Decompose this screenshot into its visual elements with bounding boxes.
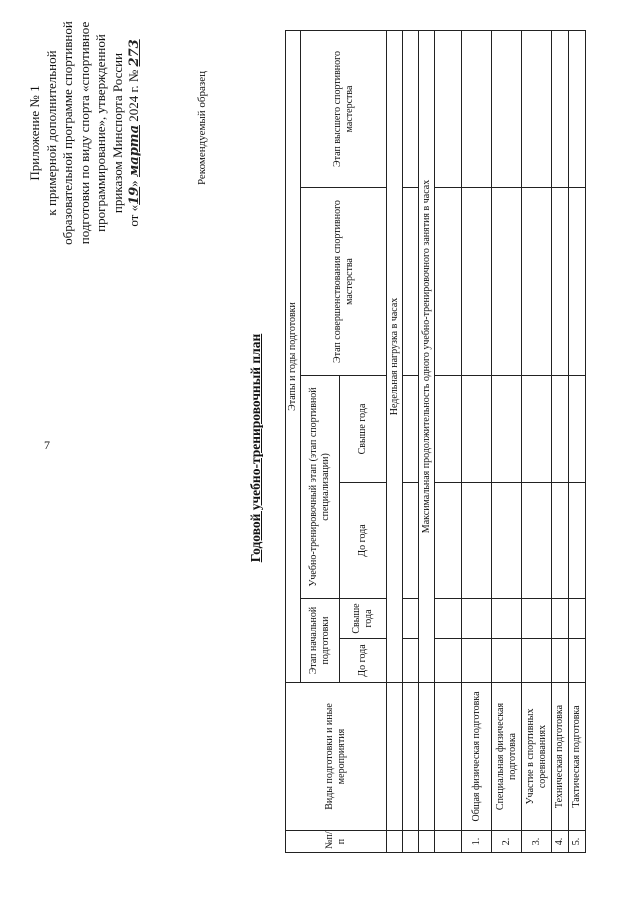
stage-initial-header: Этап начальной подготовки bbox=[301, 599, 340, 683]
data-cell bbox=[462, 639, 492, 683]
data-cell bbox=[522, 376, 552, 483]
blank-cell bbox=[419, 683, 435, 831]
handwritten-day: 19 bbox=[127, 186, 142, 205]
data-cell bbox=[569, 599, 586, 639]
blank-cell bbox=[387, 683, 403, 831]
date-prefix: от « bbox=[126, 204, 141, 227]
blank-cell bbox=[403, 188, 419, 376]
row-label: Тактическая подготовка bbox=[569, 683, 586, 831]
appendix-title: Приложение № 1 bbox=[27, 85, 42, 181]
row-label: Техническая подготовка bbox=[552, 683, 569, 831]
data-cell bbox=[552, 639, 569, 683]
data-cell bbox=[569, 376, 586, 483]
row-label: Участие в спортивных соревнованиях bbox=[522, 683, 552, 831]
blank-cell bbox=[419, 831, 435, 853]
approval-line: программирование», утвержденной bbox=[93, 34, 108, 232]
data-cell bbox=[552, 376, 569, 483]
approval-line: подготовки по виду спорта «спортивное bbox=[76, 21, 92, 245]
data-cell bbox=[462, 376, 492, 483]
blank-cell bbox=[435, 30, 462, 187]
data-cell bbox=[492, 188, 522, 376]
data-cell bbox=[552, 30, 569, 187]
blank-cell bbox=[435, 376, 462, 483]
weekly-load-header: Недельная нагрузка в часах bbox=[387, 30, 403, 682]
stage-training-header: Учебно-тренировочный этап (этап спортивной специализации) bbox=[301, 376, 340, 599]
date-mid: » bbox=[126, 177, 141, 187]
initial-over-year: Свыше года bbox=[340, 599, 387, 639]
row-label: Специальная физическая подготовка bbox=[492, 683, 522, 831]
max-duration-header: Максимальная продолжительность одного учебно-тренировочного занятия в часах bbox=[419, 30, 435, 682]
blank-cell bbox=[435, 683, 462, 831]
blank-cell bbox=[403, 30, 419, 187]
training-plan-table bbox=[285, 30, 586, 853]
data-cell bbox=[552, 599, 569, 639]
blank-cell bbox=[403, 831, 419, 853]
blank-cell bbox=[387, 831, 403, 853]
handwritten-month: марта bbox=[127, 125, 142, 178]
approval-line: к примерной дополнительной bbox=[43, 50, 59, 216]
data-cell bbox=[569, 639, 586, 683]
stage-improvement-header: Этап совершенствования спортивного мастерства bbox=[301, 188, 387, 376]
blank-cell bbox=[435, 639, 462, 683]
initial-up-to-year: До года bbox=[340, 639, 387, 683]
row-number: 5. bbox=[569, 831, 586, 853]
data-cell bbox=[522, 188, 552, 376]
blank-cell bbox=[435, 188, 462, 376]
data-cell bbox=[492, 599, 522, 639]
training-over-years: Свыше года bbox=[340, 376, 387, 483]
blank-cell bbox=[403, 683, 419, 831]
blank-cell bbox=[403, 483, 419, 599]
approval-block bbox=[27, 8, 144, 258]
document-title: Годовой учебно-тренировочный план bbox=[248, 333, 263, 563]
stages-header: Этапы и годы подготовки bbox=[286, 30, 301, 682]
data-cell bbox=[552, 483, 569, 599]
row-number: 4. bbox=[552, 831, 569, 853]
row-number: 3. bbox=[522, 831, 552, 853]
col-header-activity-type: Виды подготовки и иные мероприятия bbox=[286, 683, 387, 831]
blank-cell bbox=[435, 599, 462, 639]
data-cell bbox=[462, 188, 492, 376]
data-cell bbox=[569, 30, 586, 187]
approval-line: образовательной программе спортивной bbox=[60, 21, 75, 245]
row-number: 2. bbox=[492, 831, 522, 853]
data-cell bbox=[552, 188, 569, 376]
data-cell bbox=[492, 376, 522, 483]
row-number: 1. bbox=[462, 831, 492, 853]
data-cell bbox=[462, 30, 492, 187]
data-cell bbox=[569, 188, 586, 376]
blank-cell bbox=[403, 376, 419, 483]
data-cell bbox=[492, 483, 522, 599]
data-cell bbox=[462, 483, 492, 599]
page-number: 7 bbox=[44, 438, 50, 452]
blank-cell bbox=[403, 639, 419, 683]
date-year: 2024 г. № bbox=[126, 66, 141, 125]
data-cell bbox=[492, 30, 522, 187]
data-cell bbox=[492, 639, 522, 683]
blank-cell bbox=[435, 483, 462, 599]
approval-date-line bbox=[126, 8, 144, 258]
data-cell bbox=[522, 483, 552, 599]
data-cell bbox=[522, 639, 552, 683]
approval-line: приказом Минспорта России bbox=[109, 52, 125, 214]
stage-higher-header: Этап высшего спортивного мастерства bbox=[301, 30, 387, 187]
data-cell bbox=[522, 30, 552, 187]
row-label: Общая физическая подготовка bbox=[462, 683, 492, 831]
blank-cell bbox=[435, 831, 462, 853]
data-cell bbox=[569, 483, 586, 599]
blank-cell bbox=[403, 599, 419, 639]
col-header-number: №п/п bbox=[286, 831, 387, 853]
handwritten-number: 273 bbox=[127, 39, 142, 67]
recommended-sample-note: Рекомендуемый образец bbox=[196, 70, 208, 186]
training-up-to-years: До года bbox=[340, 483, 387, 599]
data-cell bbox=[462, 599, 492, 639]
data-cell bbox=[522, 599, 552, 639]
